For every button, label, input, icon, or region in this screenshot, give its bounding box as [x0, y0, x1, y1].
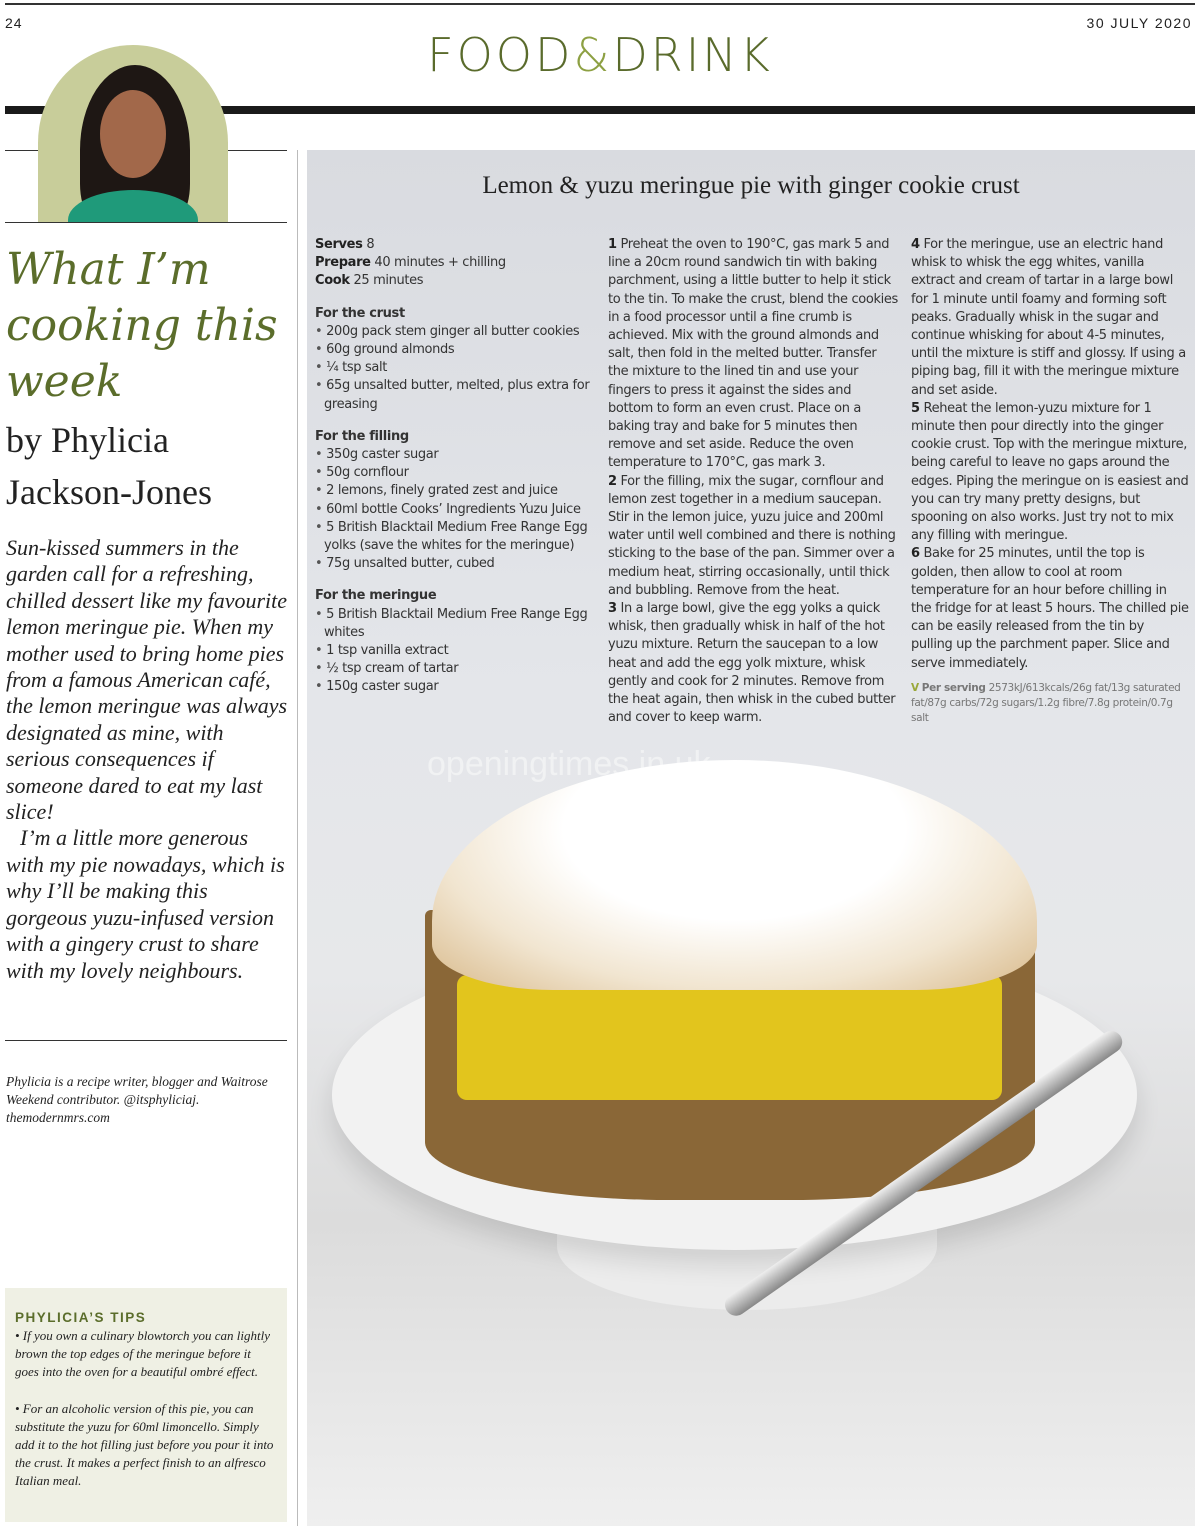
method-column-1 [608, 236, 898, 727]
recipe-title: Lemon & yuzu meringue pie with ginger cookie crust [482, 172, 1020, 199]
method-column-2 [911, 236, 1189, 726]
tip-item: • For an alcoholic version of this pie, you can substitute the yuzu for 60ml limoncello. Simply add it to the hot filling just before you pour it into the crust. It makes a perfect finish to an alfresco Italian meal. [15, 1400, 274, 1489]
masthead-amp: & [573, 28, 613, 82]
ingredient: • 65g unsalted butter, melted, plus extra for greasing [315, 377, 600, 413]
intro-text [6, 535, 288, 984]
method-step: 4 For the meringue, use an electric hand whisk to whisk the egg whites, vanilla extract and cream of tartar in a large bowl for 1 minute until foamy and forming soft peaks. Gradually whisk in the sugar and continue whisking for about 4-5 minutes, until the mixture is stiff and glossy. If using a piping bag, fill it with the meringue mixture and set aside. [911, 237, 1186, 398]
method-step: 5 Reheat the lemon-yuzu mixture for 1 minute then pour directly into the ginger cookie crust. Top with the meringue mixture, being careful to leave no gaps around the edges. Piping the meringue on is easiest and you can try many pretty designs, but spooning on also works. Just try not to mix any filling with meringue. [911, 400, 1189, 544]
method-step: 6 Bake for 25 minutes, until the top is golden, then allow to cool at room temperature for an hour before chilling in the fridge for at least 5 hours. The chilled pie can be easily released from the tin by pulling up the parchment paper. Slice and serve immediately. [911, 546, 1189, 671]
column-divider [297, 150, 298, 1526]
ingredient: • 75g unsalted butter, cubed [315, 555, 600, 573]
cook-line: Cook 25 minutes [315, 273, 424, 289]
ingredient: • ½ tsp cream of tartar [315, 660, 600, 678]
tips-title: PHYLICIA’S TIPS [15, 1310, 147, 1325]
masthead-drink: DRINK [612, 28, 773, 82]
ingredient: • 50g cornflour [315, 464, 600, 482]
ingredient: • 2 lemons, finely grated zest and juice [315, 482, 600, 500]
nutrition-info: V Per serving 2573kJ/613kcals/26g fat/13g saturated fat/87g carbs/72g sugars/1.2g fibre/7.8g protein/0.7g salt [911, 681, 1181, 724]
ingredient: • 150g caster sugar [315, 678, 600, 696]
ingredients-column [315, 236, 600, 697]
author-bio: Phylicia is a recipe writer, blogger and Waitrose Weekend contributor. @itsphyliciaj. themodernmrs.com [6, 1074, 268, 1125]
tips-box [5, 1288, 287, 1522]
ingredient-list [315, 323, 600, 414]
section-title: For the meringue [315, 588, 437, 604]
top-rule [5, 3, 1195, 5]
ingredient: • 350g caster sugar [315, 446, 600, 464]
author-byline: by Phylicia Jackson-Jones [6, 420, 212, 512]
ingredient-list [315, 606, 600, 697]
divider [5, 222, 287, 223]
ingredient-list [315, 446, 600, 573]
serves-line: Serves 8 [315, 237, 375, 252]
intro-paragraph: I’m a little more generous with my pie nowadays, which is why I’ll be making this gorgeous yuzu-infused version with a gingery crust to share with my lovely neighbours. [6, 825, 285, 983]
ingredient: • 5 British Blacktail Medium Free Range Egg yolks (save the whites for the meringue) [315, 519, 600, 555]
tip-item: • If you own a culinary blowtorch you can lightly brown the top edges of the meringue before it goes into the oven for a beautiful ombré effect. [15, 1328, 271, 1380]
issue-date: 30 JULY 2020 [1086, 15, 1192, 31]
page-number: 24 [5, 15, 23, 31]
method-step: 1 Preheat the oven to 190°C, gas mark 5 and line a 20cm round sandwich tin with baking parchment, using a little butter to help it stick to the tin. To make the crust, blend the cookies in a food processor until a fine crumb is achieved. Mix with the ground almonds and salt, then fold in the melted butter. Transfer the mixture to the lined tin and use your fingers to press it against the sides and bottom to form an even crust. Place on a baking tray and bake for 5 minutes then remove and set aside. Reduce the oven temperature to 170°C, gas mark 3. [608, 237, 898, 471]
ingredient: • 1 tsp vanilla extract [315, 642, 600, 660]
vegetarian-icon: V [911, 681, 919, 694]
ingredient: • 60ml bottle Cooks’ Ingredients Yuzu Juice [315, 501, 600, 519]
section-title: For the crust [315, 305, 405, 321]
ingredient: • 5 British Blacktail Medium Free Range Egg whites [315, 606, 600, 642]
column-headline: What I’m cooking this week [6, 244, 278, 407]
intro-paragraph: Sun-kissed summers in the garden call for a refreshing, chilled dessert like my favourite lemon meringue pie. When my mother used to bring home pies from a famous American café, the lemon meringue was always designated as mine, with serious consequences if someone dared to eat my last slice! [6, 535, 288, 825]
ingredient: • 200g pack stem ginger all butter cookies [315, 323, 600, 341]
method-step: 3 In a large bowl, give the egg yolks a quick whisk, then gradually whisk in half of the hot yuzu mixture. Return the saucepan to a low heat and add the egg yolk mixture, whisk gently and cook for 2 minutes. Remove from the heat again, then whisk in the cubed butter and cover to keep warm. [608, 601, 896, 726]
method-step: 2 For the filling, mix the sugar, cornflour and lemon zest together in a medium saucepan. Stir in the lemon juice, yuzu juice and 200ml water until well combined and there is nothing sticking to the base of the pan. Simmer over a medium heat, stirring occasionally, until thick and bubbling. Remove from the heat. [608, 473, 896, 598]
prepare-line: Prepare 40 minutes + chilling [315, 255, 506, 271]
lemon-filling [457, 975, 1002, 1100]
section-title: For the filling [315, 428, 409, 444]
meringue-top [432, 760, 1037, 990]
divider [5, 1040, 287, 1041]
masthead-food: FOOD [427, 28, 574, 82]
ingredient: • ¼ tsp salt [315, 359, 600, 377]
ingredient: • 60g ground almonds [315, 341, 600, 359]
watermark: openingtimes.in.uk [427, 745, 711, 783]
